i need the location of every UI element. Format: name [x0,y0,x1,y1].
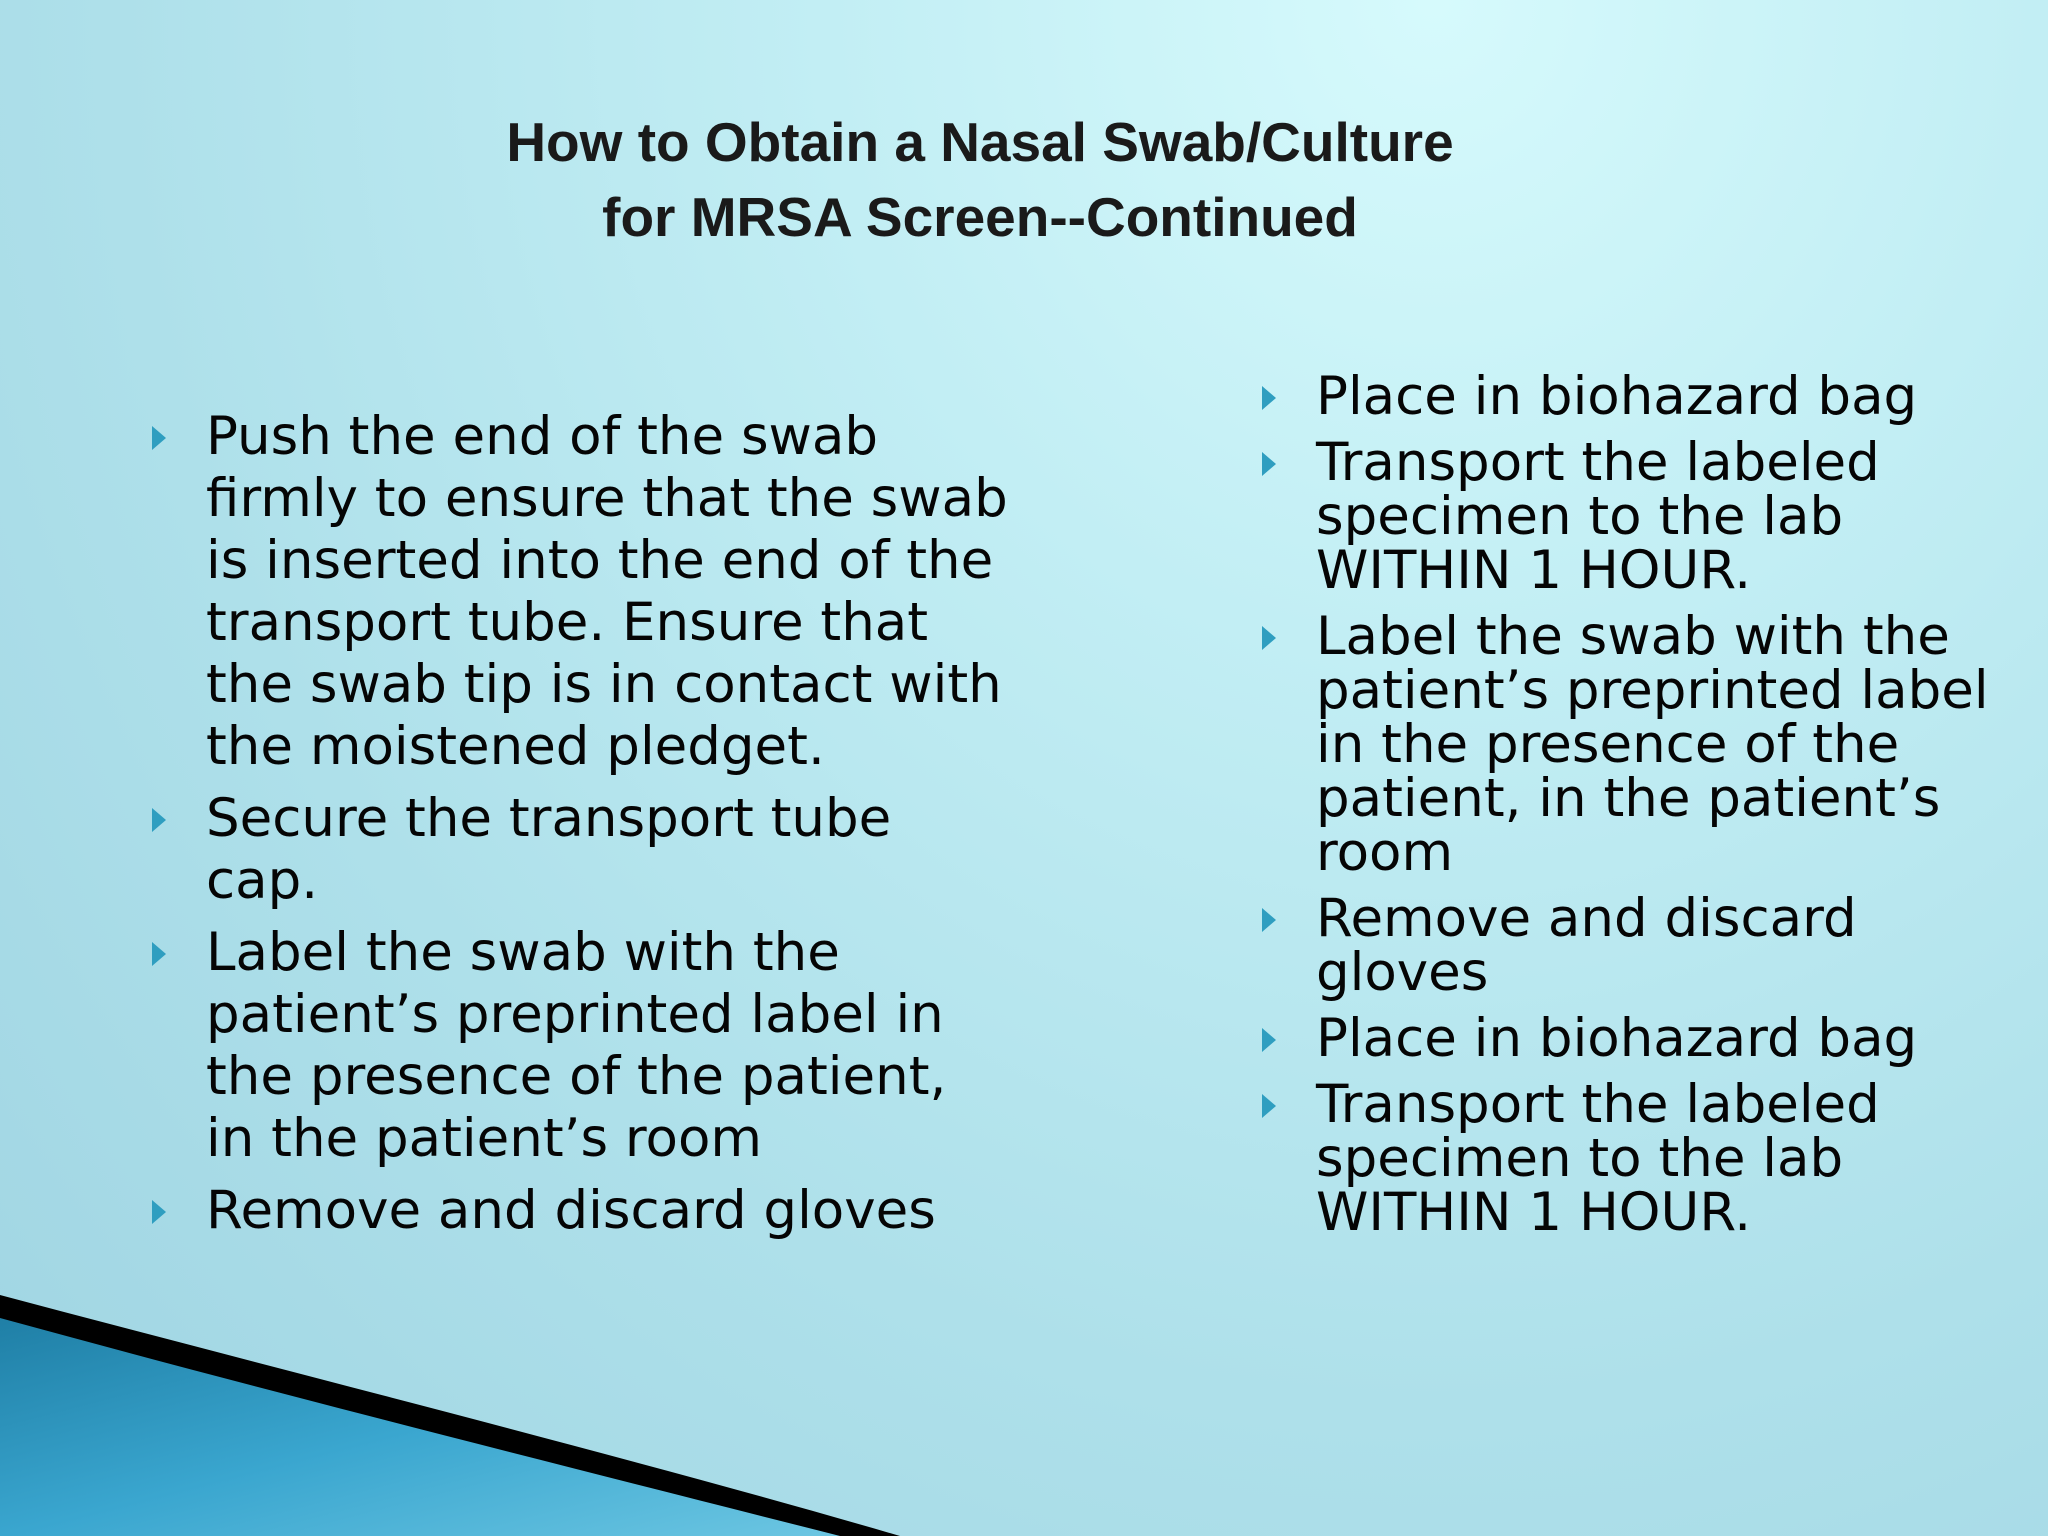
triangle-right-icon [1262,1094,1276,1118]
right-bullet-list [1250,366,2040,1252]
list-item [1250,1074,2040,1243]
title-line-1: How to Obtain a Nasal Swab/Culture [506,111,1454,173]
list-item-text: Place in biohazard bag [1316,366,1918,427]
list-item-text: Transport the labeled specimen to the lab WITHIN 1 HOUR. [1316,1074,1880,1243]
triangle-right-icon [152,426,166,450]
list-item [1250,432,2040,601]
list-item [1250,606,2040,883]
triangle-right-icon [1262,452,1276,476]
triangle-right-icon [1262,626,1276,650]
triangle-right-icon [152,942,166,966]
triangle-right-icon [1262,908,1276,932]
list-item-text: Remove and discard gloves [206,1180,936,1241]
triangle-right-icon [1262,386,1276,410]
list-item-text: Transport the labeled specimen to the lab WITHIN 1 HOUR. [1316,432,1880,601]
list-item-text: Secure the transport tube cap. [206,788,892,911]
list-item [1250,366,2040,427]
list-item-text: Label the swab with the patient’s preprinted label in the presence of the patient, in the patient’s room [206,922,947,1169]
list-item [1250,888,2040,1003]
list-item-text: Label the swab with the patient’s preprinted label in the presence of the patient, in the patient’s room [1316,606,1989,883]
list-item [140,788,1070,912]
list-item-text: Place in biohazard bag [1316,1008,1918,1069]
triangle-right-icon [1262,1028,1276,1052]
list-item [1250,1008,2040,1069]
list-item [140,406,1070,778]
list-item-text: Push the end of the swab firmly to ensure that the swab is inserted into the end of the transport tube. Ensure that the swab tip is in contact with the moistened pledget. [206,406,1008,777]
list-item [140,1180,1070,1242]
left-bullet-list [140,406,1070,1252]
triangle-right-icon [152,1200,166,1224]
title-line-2: for MRSA Screen--Continued [602,186,1358,248]
list-item [140,922,1070,1170]
slide-title [380,105,1580,255]
triangle-right-icon [152,808,166,832]
list-item-text: Remove and discard gloves [1316,888,1857,1003]
